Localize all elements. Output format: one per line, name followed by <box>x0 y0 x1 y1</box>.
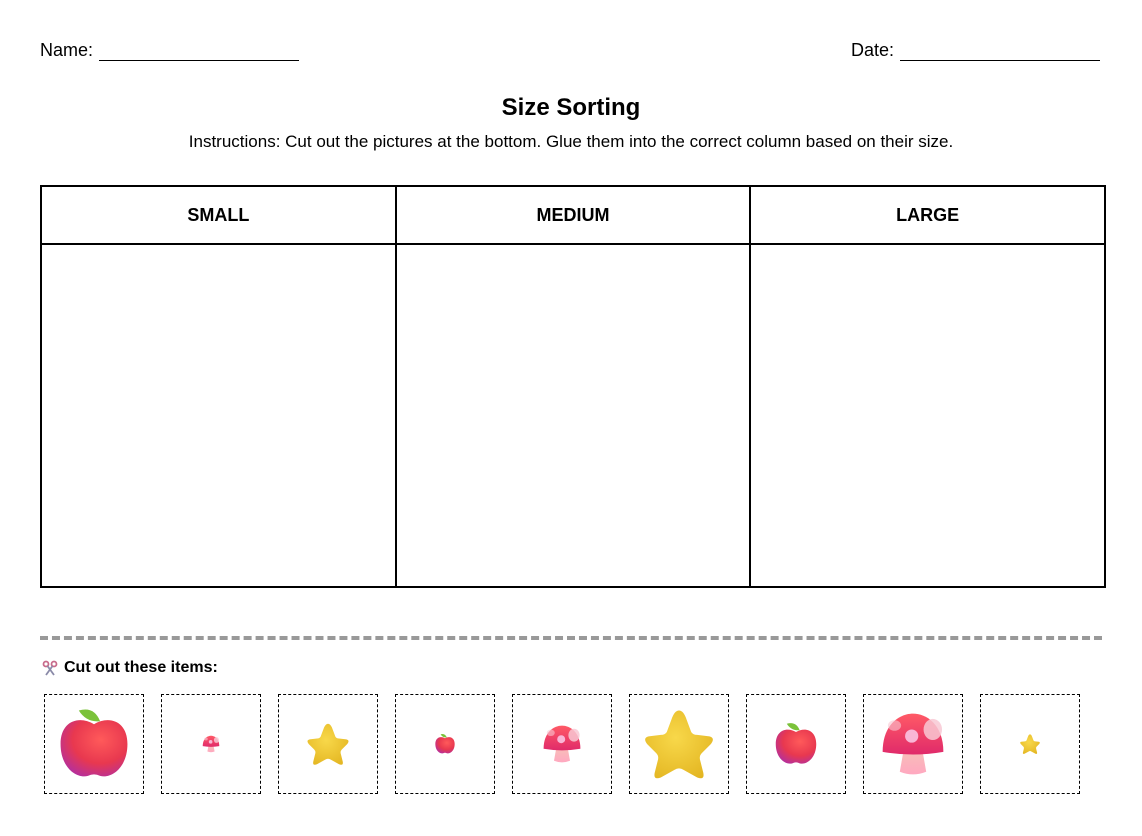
date-label: Date: <box>851 40 895 60</box>
star-icon <box>305 721 351 767</box>
cutout-item-star-medium[interactable] <box>278 694 378 794</box>
column-small-area <box>41 244 396 587</box>
column-medium-area <box>396 244 751 587</box>
star-icon <box>641 706 717 782</box>
cutout-item-apple-small[interactable] <box>395 694 495 794</box>
cutout-label: Cut out these items: <box>64 659 218 676</box>
cutout-item-apple-medium[interactable] <box>746 694 846 794</box>
column-small-header: SMALL <box>41 186 396 244</box>
cutout-item-apple-large[interactable] <box>44 694 144 794</box>
apple-icon <box>56 706 132 782</box>
sorting-table <box>40 185 1106 588</box>
cutout-heading <box>42 659 218 677</box>
cutout-item-mushroom-small[interactable] <box>161 694 261 794</box>
mushroom-icon <box>202 735 220 753</box>
mushroom-icon <box>880 711 946 777</box>
name-field[interactable] <box>40 40 299 61</box>
scissors-icon <box>42 660 58 676</box>
star-icon <box>1019 733 1041 755</box>
cutout-item-star-small[interactable] <box>980 694 1080 794</box>
cutout-items <box>44 694 1080 794</box>
apple-icon <box>773 721 819 767</box>
instructions: Instructions: Cut out the pictures at the bottom. Glue them into the correct column based on their size. <box>188 132 954 151</box>
mushroom-icon <box>542 724 582 764</box>
column-medium-header: MEDIUM <box>396 186 751 244</box>
apple-icon <box>434 733 456 755</box>
cutout-item-mushroom-medium[interactable] <box>512 694 612 794</box>
date-field[interactable] <box>851 40 1100 61</box>
name-label: Name: <box>40 40 94 60</box>
date-line[interactable] <box>900 44 1100 61</box>
cutout-item-star-large[interactable] <box>629 694 729 794</box>
cutout-item-mushroom-large[interactable] <box>863 694 963 794</box>
page-title: Size Sorting <box>501 94 641 121</box>
column-large-area <box>750 244 1105 587</box>
name-line[interactable] <box>99 44 299 61</box>
column-large-header: LARGE <box>750 186 1105 244</box>
cut-line-divider <box>40 636 1102 640</box>
